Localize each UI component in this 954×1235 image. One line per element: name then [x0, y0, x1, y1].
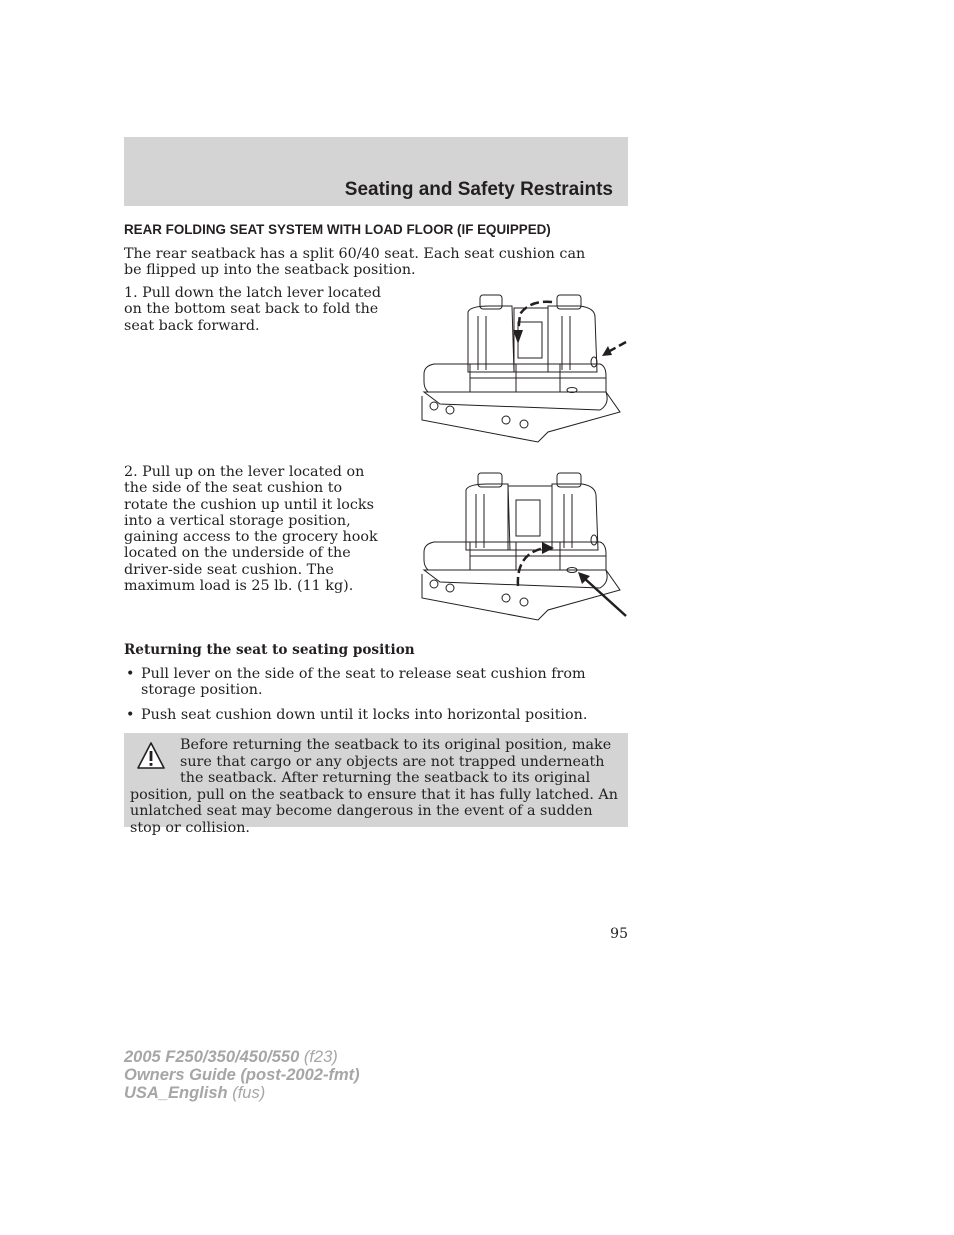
rear-seat-cushion-diagram [420, 470, 630, 628]
bullet-marker: • [126, 706, 135, 723]
footer-language-code: (fus) [227, 1084, 266, 1102]
warning-triangle-icon [136, 741, 166, 771]
list-item-text: Pull lever on the side of the seat to release seat cushion from storage position. [141, 666, 586, 699]
step-2-text: 2. Pull up on the lever located on the side of the seat cushion to rotate the cushion up until it locks into a vertical storage position, gaining access to the grocery hook located on the underside of the driver-side seat cushion. The maximum load is 25 lb. (11 kg). [124, 464, 378, 595]
document-footer [124, 1048, 360, 1102]
step-1-text: 1. Pull down the latch lever located on the bottom seat back to fold the seat back forward. [124, 285, 382, 334]
section-heading: REAR FOLDING SEAT SYSTEM WITH LOAD FLOOR (IF EQUIPPED) [124, 222, 551, 237]
rear-seat-latch-diagram [420, 292, 630, 450]
bullet-marker: • [126, 666, 135, 682]
returning-list [124, 666, 629, 731]
header-band [124, 137, 628, 206]
footer-model: 2005 F250/350/450/550 [124, 1048, 300, 1066]
list-item [124, 666, 629, 699]
footer-guide: Owners Guide (post-2002-fmt) [124, 1066, 360, 1084]
footer-line-1 [124, 1048, 360, 1066]
warning-box [124, 733, 628, 836]
footer-line-3 [124, 1084, 360, 1102]
list-item [124, 707, 629, 723]
list-item-text: Push seat cushion down until it locks into horizontal position. [141, 706, 588, 723]
page-title: Seating and Safety Restraints [344, 179, 613, 200]
returning-heading: Returning the seat to seating position [124, 642, 415, 658]
footer-model-code: (f23) [299, 1048, 338, 1066]
intro-paragraph: The rear seatback has a split 60/40 seat. Each seat cushion can be flipped up into the seatback position. [124, 246, 586, 279]
footer-line-2 [124, 1066, 360, 1084]
warning-text: Before returning the seatback to its original position, make sure that cargo or any objects are not trapped underneath the seatback. After returning the seatback to its original position, pull on the seatback to ensure that it has fully latched. An unlatched seat may become dangerous in the event of a sudden stop or collision. [130, 737, 618, 836]
footer-language: USA_English [124, 1084, 228, 1102]
page-number: 95 [610, 926, 628, 942]
